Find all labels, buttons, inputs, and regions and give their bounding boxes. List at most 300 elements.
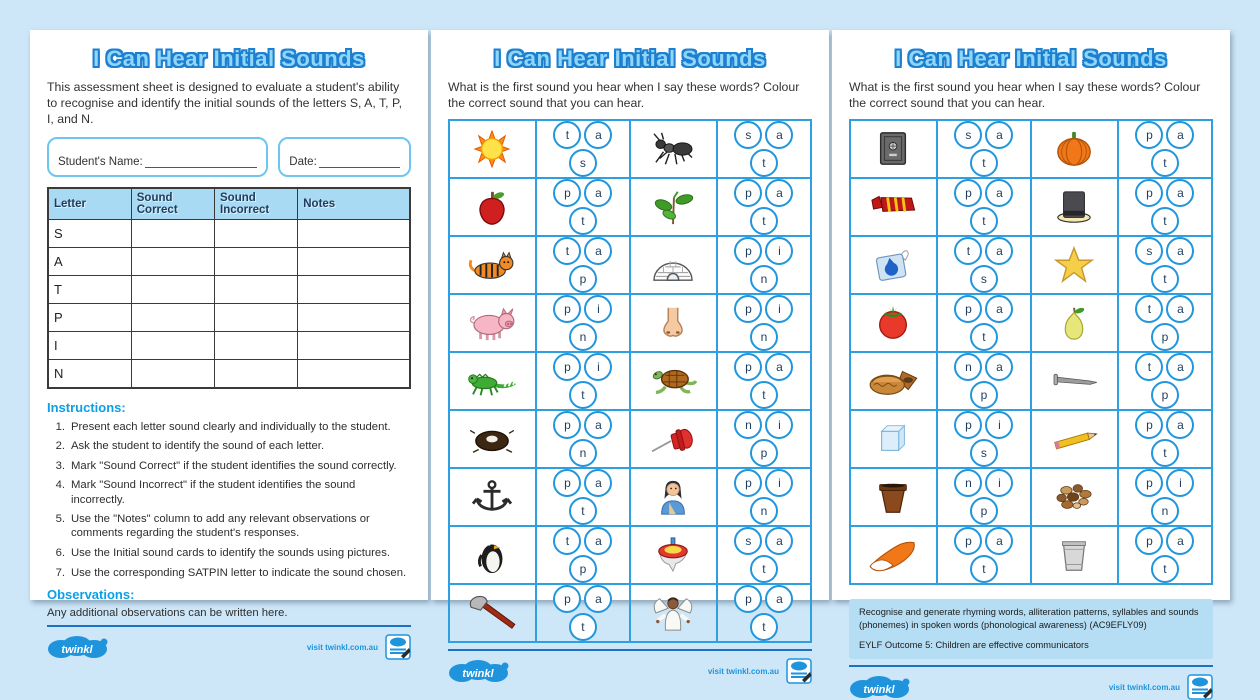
sun-icon xyxy=(459,130,525,168)
grid-row xyxy=(449,410,811,468)
sound-incorrect-cell[interactable] xyxy=(215,359,298,388)
top-hat-icon xyxy=(1041,188,1107,226)
pencil-icon xyxy=(1041,420,1107,458)
sound-circle-p[interactable]: p xyxy=(1151,323,1179,351)
date-input-line[interactable] xyxy=(319,155,400,168)
page-title: I Can Hear Initial Sounds xyxy=(895,46,1167,71)
grid-row xyxy=(449,294,811,352)
pumpkin-icon xyxy=(1041,130,1107,168)
sound-circle-n[interactable]: n xyxy=(1151,497,1179,525)
visit-link[interactable]: visit twinkl.com.au xyxy=(707,666,779,676)
sound-circle-i[interactable]: i xyxy=(985,469,1013,497)
instructions-list xyxy=(47,420,411,585)
student-name-label: Student's Name: xyxy=(58,155,143,168)
sound-incorrect-cell[interactable] xyxy=(215,303,298,331)
sound-circle-p[interactable]: p xyxy=(734,353,762,381)
picture-cell xyxy=(449,584,536,642)
sound-circle-a[interactable]: a xyxy=(584,527,612,555)
sound-circle-a[interactable]: a xyxy=(765,353,793,381)
grid-row xyxy=(449,584,811,642)
sound-circle-i[interactable]: i xyxy=(765,469,793,497)
sound-circle-n[interactable]: n xyxy=(569,323,597,351)
notes-cell[interactable] xyxy=(298,359,410,388)
sound-correct-cell[interactable] xyxy=(131,275,214,303)
sound-circle-t[interactable]: t xyxy=(750,613,778,641)
table-row xyxy=(48,331,410,359)
picture-cell xyxy=(1031,236,1118,294)
sound-options-cell xyxy=(536,352,630,410)
sound-circle-s[interactable]: s xyxy=(970,439,998,467)
sound-options-cell xyxy=(717,178,811,236)
sound-circle-n[interactable]: n xyxy=(954,353,982,381)
worksheet-page-assessment xyxy=(30,30,428,657)
table-row xyxy=(48,275,410,303)
sound-circle-i[interactable]: i xyxy=(765,237,793,265)
pushpin-icon xyxy=(640,420,706,458)
sound-options-cell xyxy=(536,236,630,294)
picture-cell xyxy=(630,584,717,642)
spinning-top-icon xyxy=(640,536,706,574)
notes-cell[interactable] xyxy=(298,303,410,331)
sound-circle-p[interactable]: p xyxy=(954,295,982,323)
sound-circle-p[interactable]: p xyxy=(734,295,762,323)
grid-row xyxy=(449,236,811,294)
picture-cell xyxy=(1031,294,1118,352)
sound-circle-p[interactable]: p xyxy=(553,411,581,439)
sound-circle-t[interactable]: t xyxy=(750,555,778,583)
sound-incorrect-cell[interactable] xyxy=(215,331,298,359)
instruction-item: 4. Mark "Sound Incorrect" if the student identifies the sound incorrectly. xyxy=(55,479,356,506)
sound-circle-a[interactable]: a xyxy=(584,179,612,207)
student-name-field[interactable] xyxy=(47,137,268,177)
picture-cell xyxy=(1031,526,1118,584)
table-row xyxy=(48,303,410,331)
twinkl-badge-icon xyxy=(385,634,411,660)
sound-circle-i[interactable]: i xyxy=(1166,469,1194,497)
picture-cell xyxy=(630,526,717,584)
sound-circle-a[interactable]: a xyxy=(584,411,612,439)
sound-circle-a[interactable]: a xyxy=(584,585,612,613)
curriculum-standards-box xyxy=(849,599,1213,659)
ice-cube-icon xyxy=(860,420,926,458)
apple-icon xyxy=(459,188,525,226)
nail-icon xyxy=(1041,362,1107,400)
sound-circle-t[interactable]: t xyxy=(569,497,597,525)
grid-row xyxy=(449,526,811,584)
sound-options-cell xyxy=(536,294,630,352)
sound-options-cell xyxy=(536,468,630,526)
sound-options-cell xyxy=(536,584,630,642)
sound-circle-t[interactable]: t xyxy=(1151,555,1179,583)
footer-divider xyxy=(849,665,1213,667)
pie-icon xyxy=(860,362,926,400)
sound-options-cell xyxy=(536,526,630,584)
table-row xyxy=(48,247,410,275)
sound-options-cell xyxy=(717,468,811,526)
letter-cell: N xyxy=(48,359,131,388)
sound-circle-i[interactable]: i xyxy=(584,353,612,381)
sound-circle-t[interactable]: t xyxy=(553,121,581,149)
sounds-grid-2 xyxy=(849,119,1213,585)
grid-row xyxy=(850,294,1212,352)
activity-prompt: What is the first sound you hear when I say these words? Colour the correct sound that you can hear. xyxy=(849,80,1201,111)
sound-circle-t[interactable]: t xyxy=(970,207,998,235)
sound-circle-t[interactable]: t xyxy=(970,149,998,177)
sound-circle-a[interactable]: a xyxy=(1166,237,1194,265)
sound-circle-n[interactable]: n xyxy=(569,439,597,467)
picture-cell xyxy=(850,526,937,584)
sound-options-cell xyxy=(1118,352,1212,410)
twinkl-logo xyxy=(47,634,109,660)
igloo-icon xyxy=(640,246,706,284)
table-header-cell: Sound Incorrect xyxy=(215,188,298,220)
twinkl-logo xyxy=(849,674,911,700)
sound-circle-a[interactable]: a xyxy=(985,295,1013,323)
sound-circle-p[interactable]: p xyxy=(553,469,581,497)
sound-incorrect-cell[interactable] xyxy=(215,275,298,303)
angel-icon xyxy=(640,594,706,632)
sound-circle-a[interactable]: a xyxy=(1166,527,1194,555)
twinkl-badge-icon xyxy=(1187,674,1213,700)
instruction-item: 2. Ask the student to identify the sound of each letter. xyxy=(55,440,325,453)
plant-icon xyxy=(640,188,706,226)
picture-cell xyxy=(630,294,717,352)
sound-circle-i[interactable]: i xyxy=(765,411,793,439)
notes-cell[interactable] xyxy=(298,219,410,247)
sound-circle-p[interactable]: p xyxy=(734,179,762,207)
sound-circle-p[interactable]: p xyxy=(553,179,581,207)
sound-correct-cell[interactable] xyxy=(131,247,214,275)
table-header-cell: Sound Correct xyxy=(131,188,214,220)
penguin-icon xyxy=(459,536,525,574)
sound-options-cell xyxy=(1118,526,1212,584)
sound-correct-cell[interactable] xyxy=(131,219,214,247)
table-header-cell: Letter xyxy=(48,188,131,220)
picture-cell xyxy=(1031,468,1118,526)
iguana-icon xyxy=(459,362,525,400)
sound-circle-t[interactable]: t xyxy=(569,207,597,235)
activity-prompt: What is the first sound you hear when I say these words? Colour the correct sound that you can hear. xyxy=(448,80,800,111)
sound-circle-p[interactable]: p xyxy=(553,353,581,381)
picture-cell xyxy=(850,236,937,294)
sound-circle-p[interactable]: p xyxy=(1135,411,1163,439)
sound-correct-cell[interactable] xyxy=(131,359,214,388)
sound-circle-p[interactable]: p xyxy=(569,555,597,583)
picture-cell xyxy=(1031,352,1118,410)
picture-cell xyxy=(449,468,536,526)
sound-circle-a[interactable]: a xyxy=(765,121,793,149)
worksheet-page-sounds-1 xyxy=(431,30,829,681)
picture-cell xyxy=(449,120,536,178)
sound-circle-p[interactable]: p xyxy=(970,497,998,525)
axe-icon xyxy=(459,594,525,632)
student-name-input-line[interactable] xyxy=(145,155,258,168)
sound-circle-p[interactable]: p xyxy=(553,585,581,613)
sound-circle-n[interactable]: n xyxy=(954,469,982,497)
instruction-item: 1. Present each letter sound clearly and individually to the student. xyxy=(55,420,391,433)
grid-row xyxy=(850,352,1212,410)
picture-cell xyxy=(630,468,717,526)
picture-cell xyxy=(1031,410,1118,468)
sound-circle-p[interactable]: p xyxy=(734,469,762,497)
picture-cell xyxy=(850,178,937,236)
assessment-description: This assessment sheet is designed to evaluate a student's ability to recognise and identify the initial sounds of the letters S, A, T, P, I, and N. xyxy=(47,80,403,127)
picture-cell xyxy=(1031,178,1118,236)
tail-icon xyxy=(860,536,926,574)
ant-icon xyxy=(640,130,706,168)
table-row xyxy=(48,359,410,388)
sound-options-cell xyxy=(1118,178,1212,236)
star-icon xyxy=(1041,246,1107,284)
girl-icon xyxy=(640,478,706,516)
standard-acara: Recognise and generate rhyming words, alliteration patterns, syllables and sounds (phonemes) in spoken words (phonological awareness) (AC9EFLY09) xyxy=(859,607,1199,631)
sound-circle-p[interactable]: p xyxy=(734,237,762,265)
sound-circle-a[interactable]: a xyxy=(765,585,793,613)
standard-eylf: EYLF Outcome 5: Children are effective communicators xyxy=(859,640,1089,651)
date-field[interactable] xyxy=(278,137,411,177)
sound-circle-p[interactable]: p xyxy=(750,439,778,467)
sound-circle-s[interactable]: s xyxy=(1135,237,1163,265)
sound-options-cell xyxy=(717,120,811,178)
sound-circle-t[interactable]: t xyxy=(1135,295,1163,323)
sound-circle-t[interactable]: t xyxy=(1151,439,1179,467)
sound-circle-t[interactable]: t xyxy=(970,323,998,351)
sound-circle-a[interactable]: a xyxy=(985,121,1013,149)
sound-options-cell xyxy=(1118,294,1212,352)
grid-row xyxy=(449,178,811,236)
sound-circle-a[interactable]: a xyxy=(985,179,1013,207)
instruction-item: 5. Use the "Notes" column to add any relevant observations or comments regarding the student's responses. xyxy=(55,513,370,540)
picture-cell xyxy=(1031,120,1118,178)
sound-options-cell xyxy=(717,526,811,584)
instruction-item: 7. Use the corresponding SATPIN letter to indicate the sound chosen. xyxy=(55,566,407,579)
sound-circle-t[interactable]: t xyxy=(750,207,778,235)
sound-circle-p[interactable]: p xyxy=(1135,527,1163,555)
sound-incorrect-cell[interactable] xyxy=(215,219,298,247)
sound-circle-t[interactable]: t xyxy=(1135,353,1163,381)
sound-circle-p[interactable]: p xyxy=(1151,381,1179,409)
picture-cell xyxy=(850,352,937,410)
nuts-icon xyxy=(1041,478,1107,516)
sound-circle-a[interactable]: a xyxy=(1166,411,1194,439)
sound-circle-s[interactable]: s xyxy=(734,527,762,555)
sound-circle-t[interactable]: t xyxy=(569,381,597,409)
sound-circle-a[interactable]: a xyxy=(1166,353,1194,381)
grid-row xyxy=(449,352,811,410)
sound-options-cell xyxy=(1118,120,1212,178)
sound-circle-p[interactable]: p xyxy=(954,179,982,207)
grid-row xyxy=(850,468,1212,526)
turtle-icon xyxy=(640,362,706,400)
picture-cell xyxy=(630,410,717,468)
sound-circle-p[interactable]: p xyxy=(553,295,581,323)
pot-icon xyxy=(860,478,926,516)
sound-circle-a[interactable]: a xyxy=(1166,121,1194,149)
sound-circle-a[interactable]: a xyxy=(1166,295,1194,323)
sound-circle-t[interactable]: t xyxy=(553,237,581,265)
sound-circle-a[interactable]: a xyxy=(584,121,612,149)
tie-icon xyxy=(860,188,926,226)
letter-cell: T xyxy=(48,275,131,303)
assessment-table xyxy=(47,187,411,389)
nest-icon xyxy=(459,420,525,458)
picture-cell xyxy=(449,526,536,584)
sound-circle-p[interactable]: p xyxy=(569,265,597,293)
visit-link[interactable]: visit twinkl.com.au xyxy=(306,642,378,652)
letter-cell: P xyxy=(48,303,131,331)
footer-divider xyxy=(47,625,411,627)
sound-circle-a[interactable]: a xyxy=(985,353,1013,381)
svg-text:twinkl: twinkl xyxy=(462,668,494,681)
safe-icon xyxy=(860,130,926,168)
page-footer xyxy=(448,643,812,684)
sound-circle-a[interactable]: a xyxy=(1166,179,1194,207)
sound-circle-n[interactable]: n xyxy=(750,265,778,293)
picture-cell xyxy=(449,410,536,468)
sound-circle-a[interactable]: a xyxy=(985,527,1013,555)
twinkl-logo xyxy=(448,658,510,684)
sound-options-cell xyxy=(717,236,811,294)
nose-icon xyxy=(640,304,706,342)
sound-circle-a[interactable]: a xyxy=(584,469,612,497)
instruction-item: 6. Use the Initial sound cards to identify the sounds using pictures. xyxy=(55,546,391,559)
date-label: Date: xyxy=(289,155,317,168)
sound-options-cell xyxy=(937,294,1031,352)
picture-cell xyxy=(449,294,536,352)
name-date-row xyxy=(47,137,411,177)
table-header-cell: Notes xyxy=(298,188,410,220)
picture-cell xyxy=(449,236,536,294)
visit-link[interactable]: visit twinkl.com.au xyxy=(1108,682,1180,692)
sound-circle-t[interactable]: t xyxy=(970,555,998,583)
picture-cell xyxy=(630,236,717,294)
picture-cell xyxy=(850,410,937,468)
twinkl-badge-icon xyxy=(786,658,812,684)
sound-circle-t[interactable]: t xyxy=(1151,149,1179,177)
worksheet-page-sounds-2 xyxy=(832,30,1230,697)
sound-options-cell xyxy=(937,236,1031,294)
notes-cell[interactable] xyxy=(298,275,410,303)
sound-options-cell xyxy=(937,120,1031,178)
sound-circle-p[interactable]: p xyxy=(954,411,982,439)
sound-circle-t[interactable]: t xyxy=(1151,265,1179,293)
page-footer xyxy=(849,659,1213,700)
letter-cell: I xyxy=(48,331,131,359)
sound-circle-s[interactable]: s xyxy=(954,121,982,149)
letter-cell: A xyxy=(48,247,131,275)
grid-row xyxy=(850,410,1212,468)
page-title: I Can Hear Initial Sounds xyxy=(494,46,766,71)
observations-text: Any additional observations can be written here. xyxy=(47,607,288,620)
sound-circle-t[interactable]: t xyxy=(1151,207,1179,235)
sound-circle-s[interactable]: s xyxy=(569,149,597,177)
page-footer xyxy=(47,619,411,660)
sound-options-cell xyxy=(937,352,1031,410)
grid-row xyxy=(449,120,811,178)
sound-options-cell xyxy=(717,352,811,410)
sound-circle-t[interactable]: t xyxy=(750,381,778,409)
sound-options-cell xyxy=(937,178,1031,236)
grid-row xyxy=(850,178,1212,236)
sound-correct-cell[interactable] xyxy=(131,303,214,331)
sound-circle-p[interactable]: p xyxy=(1135,469,1163,497)
sound-circle-i[interactable]: i xyxy=(765,295,793,323)
sound-options-cell xyxy=(937,468,1031,526)
sound-circle-p[interactable]: p xyxy=(1135,179,1163,207)
instructions-heading: Instructions: xyxy=(47,399,126,415)
sounds-grid-1 xyxy=(448,119,812,643)
tomato-icon xyxy=(860,304,926,342)
sound-circle-t[interactable]: t xyxy=(569,613,597,641)
picture-cell xyxy=(630,352,717,410)
sound-circle-s[interactable]: s xyxy=(734,121,762,149)
sound-circle-n[interactable]: n xyxy=(750,497,778,525)
sound-options-cell xyxy=(536,410,630,468)
observations-heading: Observations: xyxy=(47,587,135,603)
anchor-icon xyxy=(459,478,525,516)
sound-circle-t[interactable]: t xyxy=(954,237,982,265)
sound-incorrect-cell[interactable] xyxy=(215,247,298,275)
sound-options-cell xyxy=(536,178,630,236)
sound-circle-a[interactable]: a xyxy=(584,237,612,265)
notes-cell[interactable] xyxy=(298,247,410,275)
sound-options-cell xyxy=(717,584,811,642)
sound-circle-n[interactable]: n xyxy=(750,323,778,351)
footer-divider xyxy=(448,649,812,651)
sound-options-cell xyxy=(717,294,811,352)
picture-cell xyxy=(449,178,536,236)
grid-row xyxy=(850,120,1212,178)
sound-circle-n[interactable]: n xyxy=(734,411,762,439)
sound-circle-t[interactable]: t xyxy=(553,527,581,555)
sound-options-cell xyxy=(1118,236,1212,294)
picture-cell xyxy=(850,120,937,178)
picture-cell xyxy=(850,468,937,526)
sound-options-cell xyxy=(536,120,630,178)
grid-row xyxy=(850,236,1212,294)
page-title: I Can Hear Initial Sounds xyxy=(93,46,365,71)
sound-circle-a[interactable]: a xyxy=(765,179,793,207)
grid-row xyxy=(850,526,1212,584)
sound-options-cell xyxy=(937,410,1031,468)
sound-options-cell xyxy=(1118,468,1212,526)
sound-circle-p[interactable]: p xyxy=(970,381,998,409)
sound-options-cell xyxy=(1118,410,1212,468)
table-header-row xyxy=(48,188,410,220)
sound-options-cell xyxy=(937,526,1031,584)
notes-cell[interactable] xyxy=(298,331,410,359)
sound-circle-p[interactable]: p xyxy=(734,585,762,613)
sound-circle-i[interactable]: i xyxy=(584,295,612,323)
picture-cell xyxy=(630,178,717,236)
sound-circle-i[interactable]: i xyxy=(985,411,1013,439)
svg-text:twinkl: twinkl xyxy=(863,684,895,697)
instruction-item: 3. Mark "Sound Correct" if the student identifies the sound correctly. xyxy=(55,459,397,472)
picture-cell xyxy=(850,294,937,352)
picture-cell xyxy=(449,352,536,410)
svg-text:twinkl: twinkl xyxy=(61,644,93,657)
sound-circle-a[interactable]: a xyxy=(765,527,793,555)
tin-icon xyxy=(1041,536,1107,574)
picture-cell xyxy=(630,120,717,178)
sound-circle-p[interactable]: p xyxy=(1135,121,1163,149)
sound-circle-p[interactable]: p xyxy=(954,527,982,555)
sound-circle-s[interactable]: s xyxy=(970,265,998,293)
grid-row xyxy=(449,468,811,526)
sound-circle-a[interactable]: a xyxy=(985,237,1013,265)
sound-circle-t[interactable]: t xyxy=(750,149,778,177)
sound-correct-cell[interactable] xyxy=(131,331,214,359)
